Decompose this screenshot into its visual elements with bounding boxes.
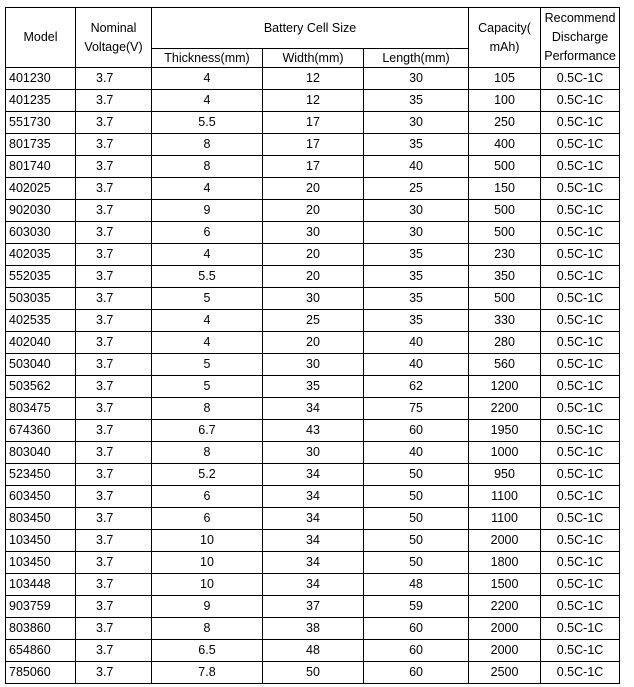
cell-capacity: 1800 [469,552,541,574]
cell-capacity: 2200 [469,596,541,618]
cell-length: 40 [364,354,469,376]
cell-thickness: 6.7 [152,420,263,442]
cell-width: 30 [263,354,364,376]
cell-length: 50 [364,486,469,508]
cell-discharge: 0.5C-1C [541,420,620,442]
cell-length: 62 [364,376,469,398]
cell-width: 38 [263,618,364,640]
cell-capacity: 1500 [469,574,541,596]
cell-thickness: 8 [152,618,263,640]
cell-discharge: 0.5C-1C [541,90,620,112]
header-voltage-line1: Nominal [90,20,137,35]
cell-model: 803475 [6,398,76,420]
cell-model: 903759 [6,596,76,618]
cell-model: 654860 [6,640,76,662]
cell-model: 103450 [6,552,76,574]
cell-discharge: 0.5C-1C [541,266,620,288]
cell-model: 503040 [6,354,76,376]
cell-capacity: 280 [469,332,541,354]
cell-voltage: 3.7 [76,90,152,112]
cell-discharge: 0.5C-1C [541,200,620,222]
cell-voltage: 3.7 [76,486,152,508]
cell-length: 60 [364,662,469,684]
table-row [6,398,620,420]
cell-capacity: 400 [469,134,541,156]
cell-model: 674360 [6,420,76,442]
cell-length: 59 [364,596,469,618]
cell-capacity: 500 [469,156,541,178]
cell-model: 552035 [6,266,76,288]
cell-capacity: 2000 [469,640,541,662]
cell-capacity: 950 [469,464,541,486]
cell-width: 30 [263,222,364,244]
cell-discharge: 0.5C-1C [541,464,620,486]
cell-length: 40 [364,442,469,464]
cell-voltage: 3.7 [76,398,152,420]
cell-width: 30 [263,442,364,464]
cell-width: 20 [263,200,364,222]
cell-capacity: 105 [469,68,541,90]
cell-capacity: 350 [469,266,541,288]
cell-width: 12 [263,68,364,90]
cell-length: 30 [364,222,469,244]
cell-capacity: 2200 [469,398,541,420]
cell-voltage: 3.7 [76,244,152,266]
header-row [6,8,620,49]
cell-capacity: 150 [469,178,541,200]
cell-voltage: 3.7 [76,640,152,662]
cell-width: 34 [263,398,364,420]
cell-thickness: 8 [152,156,263,178]
table-row [6,156,620,178]
cell-model: 803040 [6,442,76,464]
header-length: Length(mm) [364,49,469,68]
cell-width: 34 [263,574,364,596]
header-recommend-discharge [541,8,620,68]
cell-voltage: 3.7 [76,464,152,486]
cell-width: 17 [263,134,364,156]
cell-thickness: 8 [152,134,263,156]
header-battery-cell-size: Battery Cell Size [152,8,469,49]
cell-capacity: 230 [469,244,541,266]
table-row [6,332,620,354]
cell-thickness: 5 [152,376,263,398]
cell-model: 402040 [6,332,76,354]
cell-length: 25 [364,178,469,200]
cell-voltage: 3.7 [76,662,152,684]
cell-discharge: 0.5C-1C [541,530,620,552]
cell-voltage: 3.7 [76,596,152,618]
cell-thickness: 6 [152,508,263,530]
cell-thickness: 4 [152,310,263,332]
cell-length: 60 [364,420,469,442]
header-thickness: Thickness(mm) [152,49,263,68]
cell-thickness: 6.5 [152,640,263,662]
cell-width: 34 [263,486,364,508]
cell-thickness: 10 [152,530,263,552]
cell-width: 35 [263,376,364,398]
cell-discharge: 0.5C-1C [541,662,620,684]
cell-discharge: 0.5C-1C [541,222,620,244]
cell-discharge: 0.5C-1C [541,552,620,574]
cell-discharge: 0.5C-1C [541,508,620,530]
cell-capacity: 250 [469,112,541,134]
table-row [6,640,620,662]
table-row [6,464,620,486]
cell-voltage: 3.7 [76,354,152,376]
table-row [6,244,620,266]
cell-length: 50 [364,508,469,530]
table-row [6,200,620,222]
cell-discharge: 0.5C-1C [541,244,620,266]
cell-voltage: 3.7 [76,552,152,574]
cell-discharge: 0.5C-1C [541,442,620,464]
table-row [6,618,620,640]
cell-discharge: 0.5C-1C [541,288,620,310]
cell-width: 25 [263,310,364,332]
table-row [6,266,620,288]
cell-capacity: 1000 [469,442,541,464]
cell-model: 503035 [6,288,76,310]
cell-model: 803860 [6,618,76,640]
cell-thickness: 9 [152,596,263,618]
header-capacity [469,8,541,68]
cell-voltage: 3.7 [76,288,152,310]
cell-thickness: 5 [152,354,263,376]
cell-model: 401235 [6,90,76,112]
cell-thickness: 10 [152,552,263,574]
cell-width: 20 [263,332,364,354]
cell-length: 35 [364,266,469,288]
cell-discharge: 0.5C-1C [541,376,620,398]
header-capacity-line2: mAh) [489,39,520,54]
cell-thickness: 4 [152,244,263,266]
cell-voltage: 3.7 [76,310,152,332]
cell-model: 801740 [6,156,76,178]
cell-voltage: 3.7 [76,574,152,596]
cell-capacity: 500 [469,222,541,244]
table-body [6,68,620,684]
cell-model: 803450 [6,508,76,530]
cell-length: 40 [364,332,469,354]
cell-thickness: 9 [152,200,263,222]
table-row [6,310,620,332]
cell-voltage: 3.7 [76,376,152,398]
cell-thickness: 8 [152,398,263,420]
cell-capacity: 2000 [469,530,541,552]
header-nominal-voltage [76,8,152,68]
table-row [6,376,620,398]
cell-width: 43 [263,420,364,442]
cell-voltage: 3.7 [76,508,152,530]
cell-width: 48 [263,640,364,662]
cell-model: 902030 [6,200,76,222]
cell-length: 30 [364,200,469,222]
table-row [6,222,620,244]
cell-width: 34 [263,508,364,530]
table-row [6,574,620,596]
cell-width: 12 [263,90,364,112]
cell-length: 50 [364,530,469,552]
battery-spec-table [5,7,620,684]
header-discharge-line1: Recommend [544,11,616,25]
cell-length: 35 [364,90,469,112]
cell-length: 40 [364,156,469,178]
cell-thickness: 4 [152,68,263,90]
cell-thickness: 5.5 [152,112,263,134]
cell-thickness: 5.5 [152,266,263,288]
cell-discharge: 0.5C-1C [541,486,620,508]
cell-capacity: 1100 [469,508,541,530]
cell-length: 30 [364,112,469,134]
cell-discharge: 0.5C-1C [541,618,620,640]
cell-thickness: 4 [152,90,263,112]
cell-width: 34 [263,530,364,552]
table-row [6,354,620,376]
header-voltage-line2: Voltage(V) [84,39,143,54]
cell-capacity: 500 [469,288,541,310]
cell-voltage: 3.7 [76,156,152,178]
table-row [6,68,620,90]
cell-discharge: 0.5C-1C [541,574,620,596]
cell-voltage: 3.7 [76,530,152,552]
cell-length: 35 [364,310,469,332]
cell-voltage: 3.7 [76,134,152,156]
cell-capacity: 1950 [469,420,541,442]
cell-model: 103448 [6,574,76,596]
cell-width: 37 [263,596,364,618]
cell-model: 551730 [6,112,76,134]
header-model: Model [6,8,76,68]
cell-width: 17 [263,112,364,134]
cell-discharge: 0.5C-1C [541,398,620,420]
cell-model: 603030 [6,222,76,244]
cell-model: 503562 [6,376,76,398]
table-row [6,178,620,200]
cell-model: 603450 [6,486,76,508]
table-row [6,486,620,508]
cell-model: 402535 [6,310,76,332]
cell-voltage: 3.7 [76,442,152,464]
cell-voltage: 3.7 [76,178,152,200]
cell-length: 60 [364,640,469,662]
cell-voltage: 3.7 [76,266,152,288]
cell-length: 30 [364,68,469,90]
cell-length: 35 [364,244,469,266]
header-discharge-line2: Discharge [551,30,609,44]
cell-capacity: 2500 [469,662,541,684]
cell-voltage: 3.7 [76,222,152,244]
cell-discharge: 0.5C-1C [541,354,620,376]
cell-length: 50 [364,464,469,486]
table-row [6,112,620,134]
cell-thickness: 5 [152,288,263,310]
cell-discharge: 0.5C-1C [541,640,620,662]
cell-capacity: 1200 [469,376,541,398]
table-row [6,90,620,112]
cell-thickness: 4 [152,332,263,354]
cell-discharge: 0.5C-1C [541,112,620,134]
cell-voltage: 3.7 [76,420,152,442]
table-row [6,662,620,684]
cell-length: 75 [364,398,469,420]
cell-voltage: 3.7 [76,618,152,640]
cell-length: 35 [364,134,469,156]
cell-capacity: 330 [469,310,541,332]
cell-capacity: 560 [469,354,541,376]
cell-voltage: 3.7 [76,112,152,134]
cell-voltage: 3.7 [76,68,152,90]
cell-discharge: 0.5C-1C [541,156,620,178]
cell-thickness: 6 [152,486,263,508]
table-row [6,508,620,530]
header-capacity-line1: Capacity( [478,20,531,35]
cell-thickness: 4 [152,178,263,200]
cell-width: 20 [263,178,364,200]
header-discharge-line3: Performance [544,49,616,63]
cell-capacity: 100 [469,90,541,112]
cell-discharge: 0.5C-1C [541,178,620,200]
cell-capacity: 2000 [469,618,541,640]
cell-width: 17 [263,156,364,178]
cell-capacity: 500 [469,200,541,222]
cell-width: 30 [263,288,364,310]
cell-length: 50 [364,552,469,574]
cell-model: 801735 [6,134,76,156]
cell-width: 20 [263,244,364,266]
table-row [6,288,620,310]
cell-model: 785060 [6,662,76,684]
cell-discharge: 0.5C-1C [541,134,620,156]
cell-length: 60 [364,618,469,640]
table-row [6,596,620,618]
header-width: Width(mm) [263,49,364,68]
cell-capacity: 1100 [469,486,541,508]
cell-model: 401230 [6,68,76,90]
cell-voltage: 3.7 [76,200,152,222]
cell-width: 34 [263,464,364,486]
cell-discharge: 0.5C-1C [541,332,620,354]
cell-model: 402025 [6,178,76,200]
cell-discharge: 0.5C-1C [541,596,620,618]
cell-model: 523450 [6,464,76,486]
cell-discharge: 0.5C-1C [541,68,620,90]
table-row [6,552,620,574]
table-row [6,134,620,156]
cell-width: 20 [263,266,364,288]
cell-width: 50 [263,662,364,684]
cell-length: 48 [364,574,469,596]
table-row [6,420,620,442]
cell-thickness: 10 [152,574,263,596]
cell-length: 35 [364,288,469,310]
table-row [6,442,620,464]
cell-thickness: 6 [152,222,263,244]
cell-width: 34 [263,552,364,574]
table-row [6,530,620,552]
cell-thickness: 8 [152,442,263,464]
cell-discharge: 0.5C-1C [541,310,620,332]
cell-model: 402035 [6,244,76,266]
cell-voltage: 3.7 [76,332,152,354]
cell-thickness: 5.2 [152,464,263,486]
cell-thickness: 7.8 [152,662,263,684]
cell-model: 103450 [6,530,76,552]
